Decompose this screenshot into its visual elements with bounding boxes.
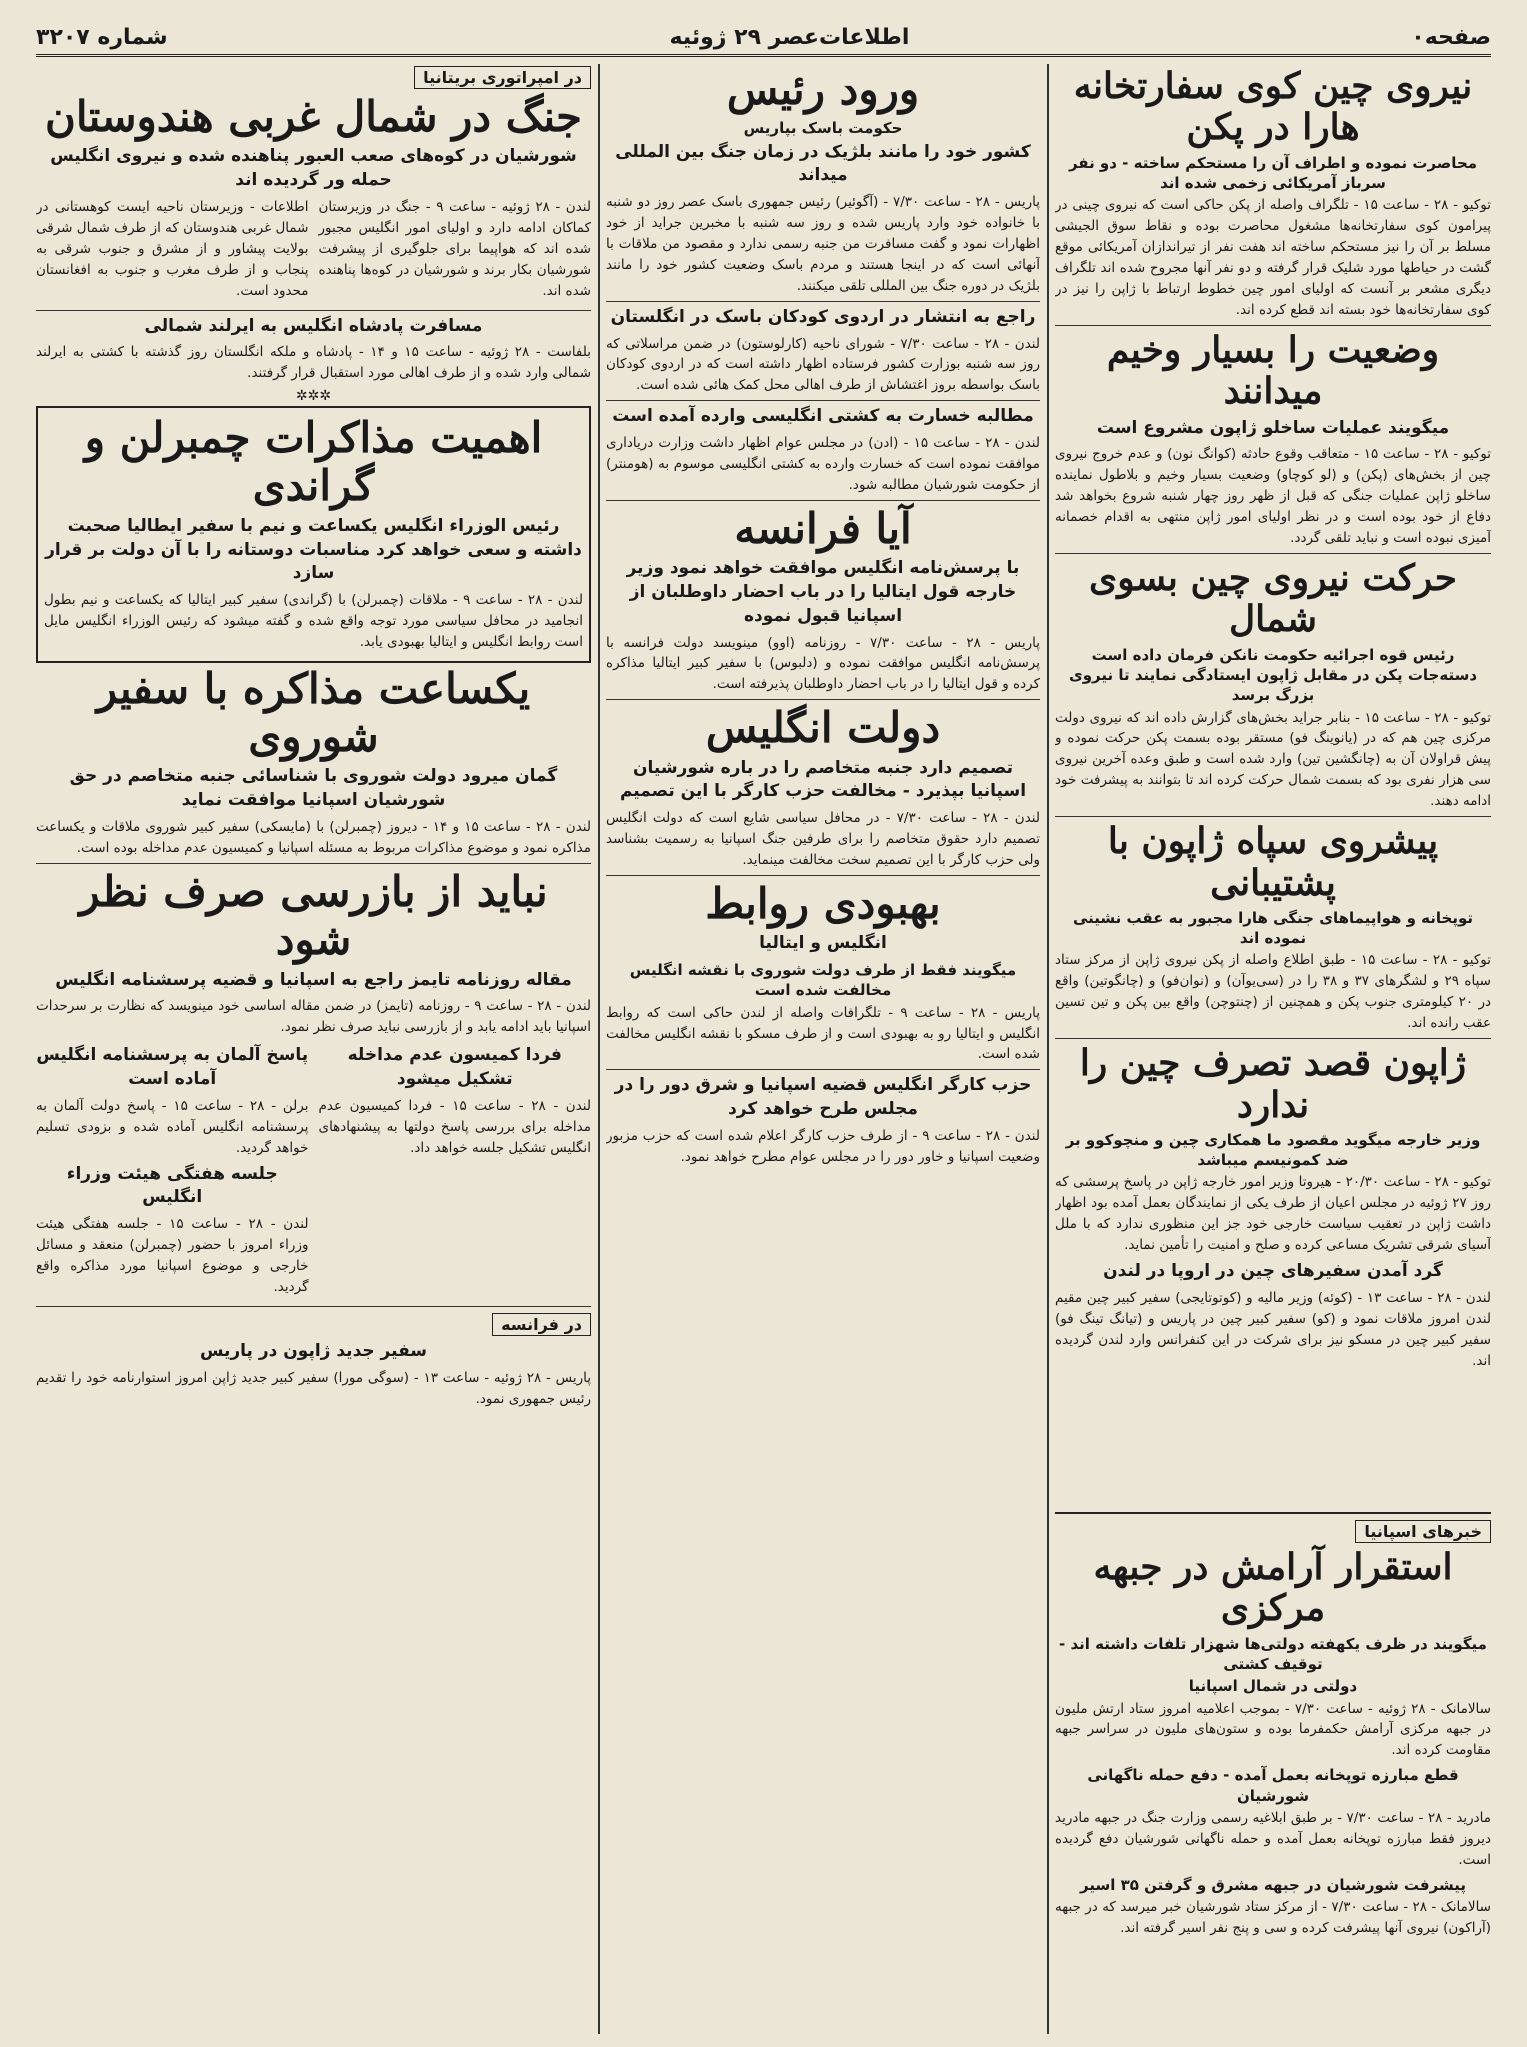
- headline-ship-damage: مطالبه خسارت به کشتی انگلیسی وارده آمده است: [612, 406, 1034, 427]
- headline-labour: حزب کارگر انگلیس قضیه اسپانیا و شرق دور را در مجلس طرح خواهد کرد: [614, 1075, 1032, 1120]
- subhead-grave-situation: میگویند عملیات ساخلو ژاپون مشروع است: [1096, 417, 1450, 438]
- headline-soviet-talk: یکساعت مذاکره با سفیر شوروی: [96, 663, 531, 762]
- article-grave-situation: توکیو - ۲۸ - ساعت ۱۵ - متعاقب وقوع حادثه (کوانگ نون) و عدم خروج نیروی چین از بخش‌های (پکن) و (لو کوچاو) وضعیت بسیار وخیم و بلاطول نماینده ساخلو ژاپن عملیات جنگی که قبل از ظهر روز چهار شنبه شروع بخواهد شد دفاع از خود بوده است و در نظر اولیای امور ژاپن منتهی به اقدام خصمانه آمیزی نبوده است و نباید تلقی گردد.: [1055, 446, 1491, 547]
- france-kicker: در فرانسه: [492, 1313, 591, 1336]
- article-japan-intent: توکیو - ۲۸ - ساعت ۲۰/۳۰ - هیروتا وزیر امور خارجه ژاپن در پاسخ پرسشی که روز ۲۷ ژوئیه در مجلس اعیان از طرف یکی از نمایندگان بعمل آمده بود اظهار داشت ژاپن در تعقیب سیاست خارجی خود جز این منظوری ندارد که با ملل آسیای شرقی تشریک مساعی کرده و صلح و امنیت را تأمین نماید.: [1055, 1174, 1491, 1254]
- subhead-british-govt: تصمیم دارد جنبه متخاصم را در باره شورشیان اسپانیا بپذیرد - مخالفت حزب کارگر با این تصمیم: [619, 757, 1027, 802]
- empire-kicker: در امپراتوری بریتانیا: [414, 66, 591, 89]
- article-relations: پاریس - ۲۸ - ساعت ۹ - تلگرافات واصله از لندن حاکی است که روابط انگلیس و ایتالیا رو به بهبودی است و از طرف مسکو با نقشه انگلیس مخالفت شده است.: [606, 1004, 1040, 1063]
- headline-japan-ambassador: سفیر جدید ژاپون در پاریس: [199, 1340, 428, 1361]
- article-france: پاریس - ۲۸ - ساعت ۷/۳۰ - روزنامه (اوو) مینویسد دولت فرانسه با پرسش‌نامه انگلیس موافقت نموده و (دلبوس) با سفیر کبیر ایتالیا مذاکره کرده و قول ایتالیا را در باب احضار داوطلبان پذیرفته است.: [606, 634, 1040, 693]
- subhead-india-war: شورشیان در کوه‌های صعب العبور پناهنده شده و نیروی انگلیس حمله ور گردیده اند: [50, 146, 577, 191]
- headline-basque-children: راجع به انتشار در اردوی کودکان باسک در انگلستان: [610, 306, 1036, 327]
- article-spain-calm: سالامانک - ۲۸ ژوئیه - ساعت ۷/۳۰ - بموجب اعلامیه امروز ستاد ارتش ملیون در جبهه مرکزی آرامش حکمفرما بوده و ستون‌های ملیون در سراسر جبهه مقاومت کرده اند.: [1055, 1700, 1491, 1759]
- spain-kicker: خبرهای اسپانیا: [1355, 1520, 1491, 1543]
- headline-basque-president: ورود رئیس: [726, 65, 920, 114]
- article-india-war: لندن - ۲۸ ژوئیه - ساعت ۹ - جنگ در وزیرستان کماکان ادامه دارد و اولیای امور انگلیس مجبور شده اند که هواپیما برای جلوگیری از پیشرفت شورشیان بکار برند و شورشیان در کوه‌ها پناهنده شده اند.: [318, 198, 591, 299]
- subhead-china-north: رئیس قوه اجرائیه حکومت نانکن فرمان داده است دسته‌جات پکن در مقابل ژاپون ایستادگی نمایند تا نیروی بزرگ برسد: [1068, 645, 1478, 705]
- article-japan-advance: توکیو - ۲۸ - ساعت ۱۵ - طبق اطلاع واصله از پکن نیروی ژاپن از مرکز ستاد سپاه ۲۹ و لشگرهای ۳۷ و ۳۸ را در (سی‌یوآن) و (نوان‌فو) و (چانگوتین) واقع در ۲۰ کیلومتری جنوب پکن و همچنین از (چنتوچن) واقع بین پکن و تین تسین عقب رانده اند.: [1055, 952, 1491, 1032]
- headline-rebels-east: پیشرفت شورشیان در جبهه مشرق و گرفتن ۳۵ اسیر: [1080, 1875, 1466, 1894]
- article-chamberlain-grandi: لندن - ۲۸ - ساعت ۹ - ملاقات (چمبرلن) با (گراندی) سفیر کبیر ایتالیا که یکساعت و نیم بطول انجامید در محافل سیاسی مورد توجه واقع شده و گفته میشود که رئیس الوزراء انگلیس مایل است روابط انگلیس و ایتالیا بهبودی یابد.: [44, 592, 583, 650]
- headline-nonintervention: فردا کمیسون عدم مداخله تشکیل میشود: [347, 1045, 562, 1089]
- subhead-china-embassy: محاصرت نموده و اطراف آن را مستحکم ساخته - دو نفر سرباز آمریکائی زخمی شده اند: [1068, 153, 1478, 193]
- headline-british-govt: دولت انگلیس: [705, 703, 941, 753]
- subhead-basque-1: حکومت باسک بپاریس: [743, 119, 903, 138]
- column-middle: [606, 64, 1040, 2034]
- headline-inspection: نباید از بازرسی صرف نظر شود: [79, 866, 548, 965]
- subhead-japan-advance: توپخانه و هواپیماهای جنگی هارا مجبور به عقب نشینی نموده اند: [1073, 908, 1473, 948]
- column-rule-1: [1047, 64, 1049, 2034]
- article-china-north: توکیو - ۲۸ - ساعت ۱۵ - بنابر جراید بخش‌های گزارش داده اند که نیروی دولت مرکزی چین هم که در (یانوینگ فو) مستقر بوده بسمت پکن حرکت نموده و پیش قراولان آن به (چانگشین تین) وارد شده است و طبق وعده آخرین نیروی سی هزار نفری بود که بسمت شمال حرکت کرده اند تا بتوانند به پیشرفت خود ادامه دهند.: [1055, 709, 1491, 810]
- subhead-chamberlain-grandi: رئیس الوزراء انگلیس یکساعت و نیم با سفیر ایطالیا صحبت داشته و سعی خواهد کرد مناسبات دوستانه را با آن دولت بر قرار سازد: [45, 515, 582, 584]
- article-artillery: مادرید - ۲۸ - ساعت ۷/۳۰ - بر طبق ابلاغیه رسمی وزارت جنگ در جبهه مادرید دیروز فقط مبارزه توپخانه بعمل آمده و حمله ناگهانی شورشیان دفع گردیده است.: [1055, 1809, 1491, 1868]
- headline-relations: بهبودی روابط: [705, 878, 941, 928]
- page-header: [36, 20, 1491, 57]
- subhead-japan-intent: وزیر خارجه میگوید مقصود ما همکاری چین و منچوکوو بر ضد کمونیسم میباشد: [1065, 1130, 1481, 1170]
- headline-king-visit: مسافرت پادشاه انگلیس به ایرلند شمالی: [144, 315, 483, 336]
- article-ship-damage: لندن - ۲۸ - ساعت ۱۵ - (ادن) در مجلس عوام اظهار داشت وزارت دریاداری موافقت نموده است که خسارت وارده به کشتی انگلیسی موسوم به (هومنتر) از حکومت شورشیان مطالبه شود.: [606, 435, 1040, 493]
- headline-grave-situation: وضعیت را بسیار وخیم میدانند: [1106, 328, 1440, 413]
- headline-ambassadors: گرد آمدن سفیرهای چین در اروپا در لندن: [1103, 1261, 1443, 1282]
- headline-artillery: قطع مبارزه توپخانه بعمل آمده - دفع حمله ناگهانی شورشیان: [1087, 1766, 1459, 1805]
- issue-date: اطلاعات‌عصر ۲۹ ژوئیه: [669, 24, 910, 50]
- article-soviet-talk: لندن - ۲۸ - ساعت ۱۵ و ۱۴ - دیروز (چمبرلن) با (مایسکی) سفیر کبیر شوروی ملاقات و یکساعت مذاکره نمود و موضوع مذاکرات مربوط به مسئله اسپانیا و کمیسیون عدم مداخله بوده است.: [36, 819, 591, 856]
- article-china-embassy: توکیو - ۲۸ - ساعت ۱۵ - تلگراف واصله از پکن حاکی است که نیروی چینی در پیرامون کوی سفارتخانه‌ها مشغول محاصرت بوده و نقاط سوق الجیشی مسلط بر آن را نیز مستحکم ساخته اند هفت نفر از تیراندازان آمریکائی موقع گشت در حیاطها مورد شلیک قرار گرفته و دو نفر آنها مجروح شده اند تلگراف دیگری مشعر بر آنست که اولیای امور چین خطوط ارتباط با ژاپن را نیز در کوی سفارتخانه‌ها خود بسته اند قطع کرده اند.: [1055, 197, 1491, 318]
- headline-germany-reply: پاسخ آلمان به پرسشنامه انگلیس آماده است: [36, 1045, 309, 1089]
- article-nonintervention: لندن - ۲۸ - ساعت ۱۵ - فردا کمیسیون عدم مداخله برای بررسی پاسخ دولتها به پیشنهادهای انگلیس تشکیل جلسه خواهد داد.: [318, 1097, 591, 1156]
- article-british-govt: لندن - ۲۸ - ساعت ۷/۳۰ - در محافل سیاسی شایع است که دولت انگلیس تصمیم دارد حقوق متخاصم را برای طرفین جنگ اسپانیا به رسمیت بشناسد ولی حزب کارگر با این تصمیم سخت مخالفت مینماید.: [606, 810, 1040, 869]
- subhead-soviet-talk: گمان میرود دولت شوروی با شناسائی جنبه متخاصم در حق شورشیان اسپانیا موافقت نماید: [69, 766, 558, 811]
- headline-cabinet: جلسه هفتگی هیئت وزراء انگلیس: [66, 1163, 278, 1208]
- stars-divider: ✲✲✲: [295, 388, 332, 405]
- subhead-basque-2: کشور خود را مانند بلژیک در زمان جنگ بین المللی میداند: [615, 141, 1031, 186]
- subhead-relations-2: میگویند فقط از طرف دولت شوروی با نقشه انگلیس مخالفت شده است: [629, 961, 1017, 1000]
- article-basque-president: پاریس - ۲۸ - ساعت ۷/۳۰ - (آگوئیر) رئیس جمهوری باسک عصر روز دو شنبه با خانواده خود وارد پاریس شده و روز سه شنبه با مخبرین جراید از خود اظهارات نمود و گفت مسافرت من جنبه رسمی ندارد و مقصود من ملاقات با آنهائی است که در اینجا هستند و مردم باسک وضعیت کشور خود را مانند بلژیک در دوره جنگ بین المللی تلقی میکنند.: [606, 194, 1040, 294]
- headline-japan-advance: پیشروی سپاه ژاپون با پشتیبانی: [1107, 820, 1439, 904]
- subhead-spain-calm: میگویند در ظرف یکهفته دولتی‌ها شهزار تلفات داشته اند - توقیف کشتی: [1059, 1634, 1487, 1674]
- headline-japan-intent: ژاپون قصد تصرف چین را ندارد: [1079, 1042, 1467, 1126]
- column-right: [1055, 64, 1491, 1504]
- article-germany-reply: برلن - ۲۸ - ساعت ۱۵ - پاسخ دولت آلمان به پرسشنامه انگلیس آماده شده و بزودی تسلیم خواهد گردید.: [36, 1097, 309, 1156]
- subhead-spain-ship: دولتی در شمال اسپانیا: [1188, 1677, 1358, 1696]
- headline-spain-calm: استقرار آرامش در جبهه مرکزی: [1093, 1546, 1453, 1630]
- article-ambassadors: لندن - ۲۸ - ساعت ۱۳ - (کوئه) وزیر مالیه و (کوتوتایجی) سفیر کبیر چین مقیم لندن امروز ملاقات نمود و (کو) سفیر کبیر چین در پاریس و (تیانگ تینگ فو) سفیر کبیر چین در مسکو نیز برای شرکت در این کنفرانس وارد لندن گردیده اند.: [1055, 1289, 1491, 1369]
- headline-france: آیا فرانسه: [734, 503, 912, 553]
- column-rule-2: [598, 64, 600, 2034]
- article-king-visit: بلفاست - ۲۸ ژوئیه - ساعت ۱۵ و ۱۴ - پادشاه و ملکه انگلستان روز گذشته با کشتی به ایرلند شمالی وارد شده و از طرف اهالی مورد استقبال قرار گرفتند.: [36, 344, 591, 382]
- headline-china-north: حرکت نیروی چین بسوی شمال: [1089, 557, 1457, 641]
- column-left: [36, 64, 591, 2034]
- subhead-relations-1: انگلیس و ایتالیا: [759, 933, 887, 954]
- headline-chamberlain-grandi: اهمیت مذاکرات چمبرلن و گراندی: [84, 413, 543, 511]
- article-rebels-east: سالامانک - ۲۸ - ساعت ۷/۳۰ - از مرکز ستاد شورشیان خبر میرسد که در جبهه (آراکون) نیروی آنها پیشرفت کرده و سی و پنج نفر اسیر گرفته اند.: [1055, 1898, 1491, 1936]
- article-japan-ambassador: پاریس - ۲۸ ژوئیه - ساعت ۱۳ - (سوگی مورا) سفیر کبیر جدید ژاپن امروز استوارنامه خود را تقدیم رئیس جمهوری نمود.: [36, 1369, 591, 1407]
- headline-china-embassy: نیروی چین کوی سفارتخانه هارا در پکن: [1073, 65, 1473, 149]
- article-basque-children: لندن - ۲۸ - ساعت ۷/۳۰ - شورای ناحیه (کارلوستون) در ضمن مراسلاتی که روز سه شنبه بوزارت کشور فرستاده اظهار داشته است که در اردوی کودکان باسک بواسطه بروز اغتشاش از طرف اهالی محل کمک هائی شده است.: [606, 335, 1040, 394]
- subhead-inspection: مقاله روزنامه تایمز راجع به اسپانیا و قضیه پرسشنامه انگلیس: [55, 969, 572, 990]
- article-labour: لندن - ۲۸ - ساعت ۹ - از طرف حزب کارگر اعلام شده است که حزب مزبور وضعیت اسپانیا و خاور دور را در مجلس عوام مطرح خواهد نمود.: [606, 1127, 1040, 1165]
- subhead-france: با پرسش‌نامه انگلیس موافقت خواهد نمود وزیر خارجه قول ایتالیا را در باب احضار داوطلبان از اسپانیا قبول نموده: [626, 558, 1020, 626]
- article-waziristan-info: اطلاعات - وزیرستان ناحیه ایست کوهستانی در شمال غربی هندوستان که از طرف شمال شرقی بولایت پیشاور و از مشرق و جنوب شرقی به پنجاب و از طرف مغرب و جنوب به افغانستان محدود است.: [36, 198, 309, 299]
- article-inspection: لندن - ۲۸ - ساعت ۹ - روزنامه (تایمز) در ضمن مقاله اساسی خود مینویسد که نظارت بر سرحدات اسپانیا باید ادامه یابد و از بازرسی نباید صرف نظر نمود.: [36, 998, 591, 1036]
- page-label: صفحه۰: [1411, 24, 1491, 50]
- headline-india-war: جنگ در شمال غربی هندوستان: [45, 92, 582, 141]
- article-cabinet: لندن - ۲۸ - ساعت ۱۵ - جلسه هفتگی هیئت وزراء امروز با حضور (چمبرلن) منعقد و مسائل خارجی و موضوع اسپانیا مورد مذاکره واقع گردید.: [36, 1216, 309, 1295]
- issue-number: شماره ۳۲۰۷: [36, 24, 168, 50]
- spain-section: [1055, 1512, 1491, 2038]
